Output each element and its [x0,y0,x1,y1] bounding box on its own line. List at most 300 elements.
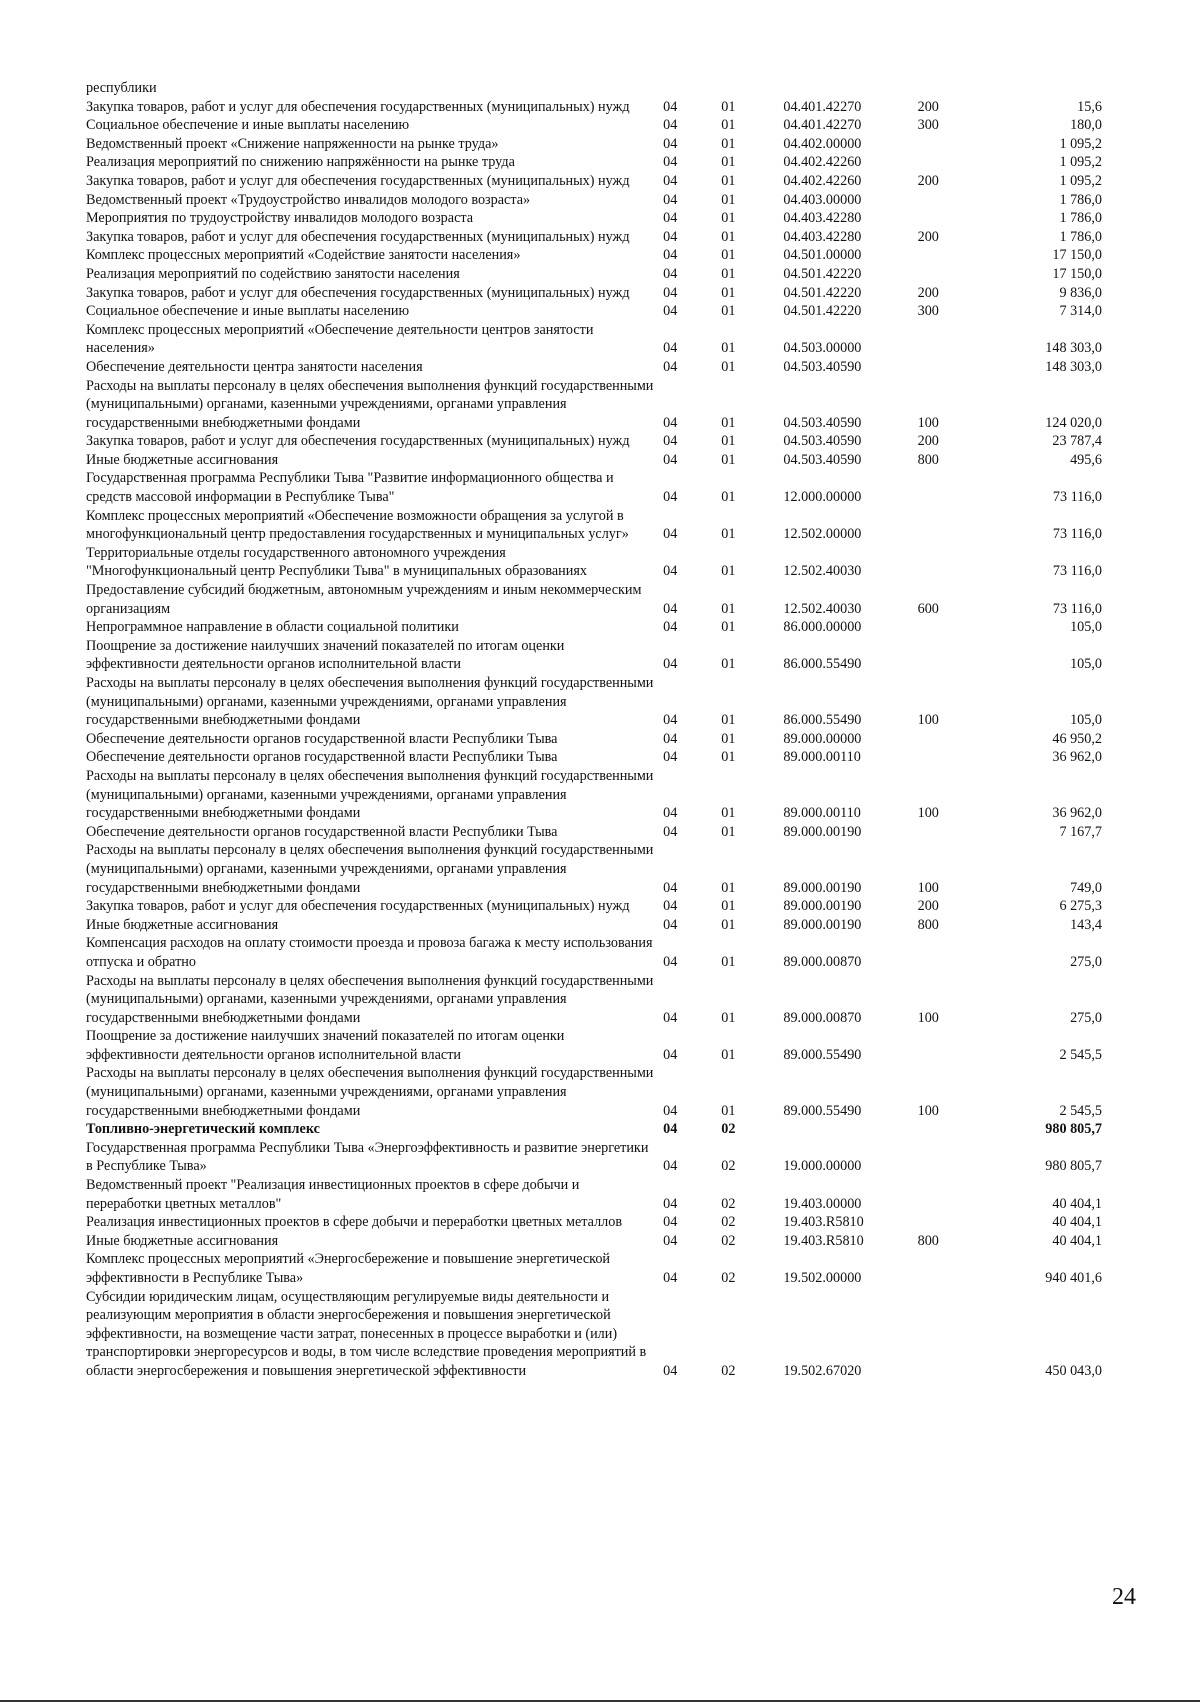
row-amount: 40 404,1 [1052,1214,1102,1231]
row-section-code: 04 [663,600,678,617]
row-subsection-code: 01 [721,526,736,543]
row-expense-type: 100 [917,1009,939,1026]
table-row [86,191,1102,210]
row-expense-type: 800 [917,451,939,468]
row-expense-type [918,1213,992,1232]
row-amount: 73 116,0 [1052,600,1102,617]
row-target-article: 12.502.00000 [783,526,862,543]
row-target-article: 04.503.40590 [783,358,862,375]
table-row [86,432,1102,451]
row-amount: 2 545,5 [1059,1046,1102,1063]
row-name: Закупка товаров, работ и услуг для обеспечения государственных (муниципальных) нужд [86,228,630,245]
row-amount: 17 150,0 [1052,265,1102,282]
row-section-code: 04 [663,805,678,822]
table-row [86,1288,1102,1381]
table-row [86,581,1102,618]
row-name: Комплекс процессных мероприятий «Обеспечение деятельности центров занятости населения» [86,321,594,357]
row-target-article: 04.403.00000 [783,191,862,208]
row-subsection-code: 01 [721,712,736,729]
row-section-code: 04 [663,247,678,264]
row-subsection-code: 01 [721,823,736,840]
row-target-article: 86.000.55490 [783,656,862,673]
row-amount: 7 314,0 [1059,303,1102,320]
table-row [86,284,1102,303]
table-row [86,1250,1102,1287]
row-amount: 36 962,0 [1052,749,1102,766]
row-target-article: 04.501.00000 [783,247,862,264]
row-subsection-code: 01 [721,414,736,431]
row-amount: 148 303,0 [1045,358,1102,375]
row-section-code: 04 [663,1046,678,1063]
row-name: Расходы на выплаты персоналу в целях обеспечения выполнения функций государственными (муниципальными) органами, казенными учреждениями, органами управления государственными внебюджетными фондами [86,1065,654,1119]
row-amount: 40 404,1 [1052,1232,1102,1249]
row-amount: 73 116,0 [1052,489,1102,506]
row-section-code: 04 [663,656,678,673]
row-subsection-code: 02 [721,1158,736,1175]
row-name: Ведомственный проект «Трудоустройство инвалидов молодого возраста» [86,191,531,208]
row-expense-type: 800 [917,916,939,933]
row-subsection-code: 01 [721,154,736,171]
row-section-code: 04 [663,135,678,152]
row-expense-type [918,153,992,172]
row-amount: 495,6 [1070,451,1102,468]
table-row [86,1232,1102,1251]
row-name: Предоставление субсидий бюджетным, автономным учреждениям и иным некоммерческим организациям [86,582,642,617]
row-name: Комплекс процессных мероприятий «Содействие занятости населения» [86,247,521,264]
row-amount: 749,0 [1070,879,1102,896]
row-target-article: 04.403.42280 [783,210,862,227]
row-amount: 6 275,3 [1059,898,1102,915]
table-row [86,209,1102,228]
row-name: Расходы на выплаты персоналу в целях обеспечения выполнения функций государственными (муниципальными) органами, казенными учреждениями, органами управления государственными внебюджетными фондами [86,972,654,1026]
row-amount: 2 545,5 [1059,1102,1102,1119]
row-name: Компенсация расходов на оплату стоимости проезда и провоза багажа к месту использования отпуска и обратно [86,935,653,970]
row-expense-type [918,748,992,767]
row-section-code: 04 [663,1195,678,1212]
row-amount: 105,0 [1070,712,1102,729]
row-expense-type [918,1139,992,1176]
row-section-code: 04 [663,98,678,115]
row-section-code: 04 [663,172,678,189]
row-amount: 980 805,7 [1045,1158,1102,1175]
row-section-code: 04 [663,1270,678,1286]
row-expense-type [918,1176,992,1213]
row-amount: 17 150,0 [1052,247,1102,264]
table-row [86,1064,1102,1120]
row-target-article: 04.503.40590 [783,451,862,468]
row-amount: 148 303,0 [1045,340,1102,357]
row-target-article: 19.502.67020 [783,1362,862,1379]
row-subsection-code: 02 [721,1121,736,1138]
table-row [86,544,1102,581]
row-subsection-code: 01 [721,1009,736,1026]
row-target-article: 04.501.42220 [783,284,862,301]
row-subsection-code: 02 [721,1270,736,1286]
row-subsection-code: 01 [721,210,736,227]
row-target-article: 89.000.00190 [783,916,862,933]
row-section-code: 04 [663,265,678,282]
table-row [86,637,1102,674]
row-section-code: 04 [663,117,678,134]
row-expense-type [918,265,992,284]
row-subsection-code: 01 [721,805,736,822]
row-section-code: 04 [663,1362,678,1379]
row-name: Реализация мероприятий по содействию занятости населения [86,265,460,282]
row-section-code: 04 [663,340,678,357]
row-target-article [783,1120,917,1139]
row-section-code: 04 [663,1121,678,1138]
row-name: Социальное обеспечение и иные выплаты населению [86,117,410,134]
row-name: Расходы на выплаты персоналу в целях обеспечения выполнения функций государственными (муниципальными) органами, казенными учреждениями, органами управления государственными внебюджетными фондами [86,767,654,822]
row-subsection-code: 01 [721,1102,736,1119]
row-amount: 1 095,2 [1059,135,1102,152]
table-row [86,228,1102,247]
row-target-article: 04.403.42280 [783,228,862,245]
row-target-article: 89.000.00110 [783,749,861,766]
row-subsection-code: 01 [721,247,736,264]
row-amount: 143,4 [1070,916,1102,933]
row-name: Расходы на выплаты персоналу в целях обеспечения выполнения функций государственными (муниципальными) органами, казенными учреждениями, органами управления государственными внебюджетными фондами [86,675,654,729]
table-row [86,116,1102,135]
row-section-code: 04 [663,749,678,766]
row-expense-type [918,934,992,971]
row-subsection-code: 01 [721,953,736,970]
row-expense-type: 100 [917,414,939,431]
row-section-code: 04 [663,1158,678,1175]
row-section-code: 04 [663,1232,678,1249]
row-amount: 40 404,1 [1052,1195,1102,1212]
row-expense-type: 200 [917,228,939,245]
row-target-article: 12.502.40030 [783,563,862,580]
row-subsection-code: 01 [721,433,736,450]
row-target-article: 19.403.R5810 [783,1232,864,1249]
row-expense-type [918,358,992,377]
row-expense-type: 100 [917,879,939,896]
row-section-code: 04 [663,284,678,301]
table-row [86,1213,1102,1232]
row-target-article: 04.501.42220 [783,265,862,282]
row-subsection-code: 01 [721,730,736,747]
row-subsection-code: 01 [721,898,736,915]
row-target-article: 19.403.00000 [783,1195,862,1212]
table-row [86,246,1102,265]
row-subsection-code: 01 [721,749,736,766]
row-expense-type [918,246,992,265]
row-subsection-code: 01 [721,879,736,896]
table-row [86,618,1102,637]
row-section-code: 04 [663,433,678,450]
row-subsection-code: 02 [721,1214,736,1231]
row-expense-type [918,618,992,637]
row-amount: 36 962,0 [1052,805,1102,822]
row-name: Ведомственный проект «Снижение напряженности на рынке труда» [86,135,499,152]
row-name: Комплекс процессных мероприятий «Энергосбережение и повышение энергетической эффективности в Республике Тыва» [86,1251,611,1286]
row-section-code: 04 [663,1214,678,1231]
table-row [86,674,1102,730]
row-target-article: 89.000.00870 [783,1009,862,1026]
row-expense-type: 300 [917,117,939,134]
row-target-article: 86.000.00000 [783,619,862,636]
table-row [86,972,1102,1028]
row-amount: 450 043,0 [1045,1362,1102,1379]
row-amount: 73 116,0 [1052,526,1102,543]
table-row [86,730,1102,749]
row-target-article: 04.401.42270 [783,98,862,115]
table-row [86,1027,1102,1064]
row-amount: 1 786,0 [1059,191,1102,208]
row-subsection-code: 01 [721,340,736,357]
table-row [86,1176,1102,1213]
row-section-code: 04 [663,898,678,915]
row-expense-type [918,191,992,210]
table-row [86,321,1102,358]
row-target-article: 04.503.40590 [783,414,862,431]
row-target-article: 04.402.42260 [783,154,862,171]
page-number: 24 [1112,1584,1136,1610]
row-expense-type [918,823,992,842]
row-name: Иные бюджетные ассигнования [86,451,279,468]
row-target-article: 89.000.00110 [783,805,861,822]
row-name: Обеспечение деятельности органов государственной власти Республики Тыва [86,749,558,766]
scan-edge-line [0,1700,1200,1702]
row-name: Расходы на выплаты персоналу в целях обеспечения выполнения функций государственными (муниципальными) органами, казенными учреждениями, органами управления государственными внебюджетными фондами [86,377,654,431]
row-name: Комплекс процессных мероприятий «Обеспечение возможности обращения за услугой в многофункциональный центр предоставления государственных и муниципальных услуг» [86,507,629,543]
row-name: Ведомственный проект "Реализация инвестиционных проектов в сфере добычи и переработки цветных металлов" [86,1177,580,1212]
row-section-code: 04 [663,358,678,375]
row-subsection-code: 01 [721,916,736,933]
row-target-article: 89.000.55490 [783,1102,862,1119]
row-target-article: 89.000.00190 [783,823,862,840]
row-section-code: 04 [663,953,678,970]
row-subsection-code: 01 [721,489,736,506]
row-expense-type [918,469,992,506]
row-amount: 980 805,7 [1045,1121,1102,1138]
row-expense-type: 600 [917,600,939,617]
row-expense-type [918,321,992,358]
row-expense-type [918,637,992,674]
row-subsection-code: 01 [721,172,736,189]
row-name: Закупка товаров, работ и услуг для обеспечения государственных (муниципальных) нужд [86,898,630,915]
row-subsection-code: 01 [721,265,736,282]
row-subsection-code: 01 [721,451,736,468]
row-amount: 275,0 [1070,1009,1102,1026]
table-row [86,934,1102,971]
row-target-article: 12.000.00000 [783,489,862,506]
row-name: Обеспечение деятельности органов государственной власти Республики Тыва [86,730,558,747]
row-target-article: 04.501.42220 [783,303,862,320]
table-row [86,377,1102,433]
continuation-text: республики [86,80,157,96]
row-name: Закупка товаров, работ и услуг для обеспечения государственных (муниципальных) нужд [86,98,630,115]
table-row [86,98,1102,117]
row-name: Непрограммное направление в области социальной политики [86,619,459,636]
row-expense-type: 100 [917,805,939,822]
row-expense-type [918,1288,992,1381]
row-expense-type: 300 [917,303,939,320]
row-section-code: 04 [663,712,678,729]
row-target-article: 19.000.00000 [783,1158,862,1175]
row-name: Государственная программа Республики Тыва "Развитие информационного общества и средств массовой информации в Республике Тыва" [86,470,614,506]
table-row [86,916,1102,935]
row-subsection-code: 01 [721,284,736,301]
row-name: Реализация мероприятий по снижению напряжённости на рынке труда [86,154,515,171]
row-target-article: 19.502.00000 [783,1270,862,1286]
row-name: Социальное обеспечение и иные выплаты населению [86,303,410,320]
row-target-article: 89.000.00870 [783,953,862,970]
row-amount: 1 786,0 [1059,210,1102,227]
row-section-code: 04 [663,154,678,171]
row-subsection-code: 01 [721,656,736,673]
row-name: Субсидии юридическим лицам, осуществляющим регулируемые виды деятельности и реализующим мероприятия в области энергосбережения и повышения энергетической эффективности, на возмещение части затрат, понесенных в процессе выработки и (или) транспортировки энергоресурсов и воды, в том числе вследствие проведения мероприятий в области энергосбережения и повышения энергетической эффективности [86,1288,647,1379]
row-expense-type [918,135,992,154]
budget-table-body [86,79,1102,1381]
row-name: Поощрение за достижение наилучших значений показателей по итогам оценки эффективности деятельности органов исполнительной власти [86,1028,565,1063]
row-subsection-code: 01 [721,191,736,208]
row-expense-type: 200 [917,98,939,115]
row-target-article: 19.403.R5810 [783,1214,864,1231]
row-section-code: 04 [663,1009,678,1026]
table-row [86,767,1102,823]
row-target-article: 12.502.40030 [783,600,862,617]
row-expense-type [918,730,992,749]
row-section-code: 04 [663,619,678,636]
row-subsection-code: 01 [721,600,736,617]
row-section-code: 04 [663,526,678,543]
row-amount: 9 836,0 [1059,284,1102,301]
row-amount: 1 786,0 [1059,228,1102,245]
row-name: Обеспечение деятельности центра занятости населения [86,358,423,375]
row-subsection-code: 01 [721,619,736,636]
table-row [86,451,1102,470]
row-expense-type: 200 [917,433,939,450]
table-row [86,153,1102,172]
row-subsection-code: 01 [721,563,736,580]
row-section-code: 04 [663,228,678,245]
row-name: Государственная программа Республики Тыва «Энергоэффективность и развитие энергетики в Республике Тыва» [86,1139,649,1175]
row-amount: 124 020,0 [1045,414,1102,431]
row-amount: 1 095,2 [1059,172,1102,189]
row-amount: 15,6 [1077,98,1102,115]
row-amount: 940 401,6 [1045,1270,1102,1286]
row-section-code: 04 [663,489,678,506]
row-amount: 73 116,0 [1052,563,1102,580]
row-name: Территориальные отделы государственного автономного учреждения "Многофункциональный центр Республики Тыва" в муниципальных образованиях [86,544,587,580]
table-row [86,1139,1102,1176]
row-amount: 105,0 [1070,656,1102,673]
row-section-code: 04 [663,210,678,227]
row-section-code: 04 [663,823,678,840]
row-section-code: 04 [663,414,678,431]
row-subsection-code: 02 [721,1362,736,1379]
row-name: Поощрение за достижение наилучших значений показателей по итогам оценки эффективности деятельности органов исполнительной власти [86,637,565,673]
row-subsection-code: 01 [721,1046,736,1063]
row-subsection-code: 01 [721,135,736,152]
row-target-article: 04.402.00000 [783,135,862,152]
table-row [86,897,1102,916]
row-name: Расходы на выплаты персоналу в целях обеспечения выполнения функций государственными (муниципальными) органами, казенными учреждениями, органами управления государственными внебюджетными фондами [86,842,654,896]
row-expense-type [918,544,992,581]
row-amount: 7 167,7 [1059,823,1102,840]
row-section-code: 04 [663,303,678,320]
row-name: Иные бюджетные ассигнования [86,916,279,933]
row-name: Мероприятия по трудоустройству инвалидов молодого возраста [86,210,474,227]
table-row [86,469,1102,506]
row-section-code: 04 [663,1102,678,1119]
row-subsection-code: 02 [721,1232,736,1249]
row-section-code: 04 [663,730,678,747]
row-target-article: 89.000.55490 [783,1046,862,1063]
row-section-code: 04 [663,916,678,933]
row-expense-type: 200 [917,898,939,915]
table-row [86,823,1102,842]
row-expense-type: 200 [917,284,939,301]
row-amount: 46 950,2 [1052,730,1102,747]
row-target-article: 04.402.42260 [783,172,862,189]
table-row [86,841,1102,897]
row-expense-type: 100 [917,1102,939,1119]
row-amount: 1 095,2 [1059,154,1102,171]
table-row [86,358,1102,377]
row-subsection-code: 02 [721,1195,736,1212]
row-expense-type: 200 [917,172,939,189]
budget-table [86,79,1102,1381]
table-row [86,265,1102,284]
row-subsection-code: 01 [721,117,736,134]
row-name: Закупка товаров, работ и услуг для обеспечения государственных (муниципальных) нужд [86,433,630,450]
row-subsection-code: 01 [721,358,736,375]
row-amount: 180,0 [1070,117,1102,134]
row-amount: 23 787,4 [1052,433,1102,450]
row-name: Закупка товаров, работ и услуг для обеспечения государственных (муниципальных) нужд [86,284,630,301]
row-subsection-code: 01 [721,98,736,115]
row-target-article: 86.000.55490 [783,712,862,729]
row-name: Топливно-энергетический комплекс [86,1121,320,1138]
row-expense-type [918,1120,992,1139]
row-name: Обеспечение деятельности органов государственной власти Республики Тыва [86,823,558,840]
row-subsection-code: 01 [721,303,736,320]
row-subsection-code: 01 [721,228,736,245]
row-section-code: 04 [663,879,678,896]
row-section-code: 04 [663,563,678,580]
row-expense-type [918,1250,992,1287]
row-expense-type [918,507,992,544]
row-expense-type: 100 [917,712,939,729]
row-name: Иные бюджетные ассигнования [86,1232,279,1249]
row-expense-type [918,209,992,228]
row-target-article: 89.000.00190 [783,879,862,896]
table-row [86,748,1102,767]
row-target-article: 04.401.42270 [783,117,862,134]
table-row [86,1120,1102,1139]
row-amount: 275,0 [1070,953,1102,970]
continuation-row [86,79,1102,98]
row-name: Закупка товаров, работ и услуг для обеспечения государственных (муниципальных) нужд [86,172,630,189]
table-row [86,302,1102,321]
row-section-code: 04 [663,191,678,208]
row-target-article: 04.503.40590 [783,433,862,450]
table-row [86,507,1102,544]
row-name: Реализация инвестиционных проектов в сфере добычи и переработки цветных металлов [86,1214,623,1231]
table-row [86,172,1102,191]
row-target-article: 04.503.00000 [783,340,862,357]
row-target-article: 89.000.00190 [783,898,862,915]
row-section-code: 04 [663,451,678,468]
row-target-article: 89.000.00000 [783,730,862,747]
table-row [86,135,1102,154]
row-expense-type: 800 [917,1232,939,1249]
row-expense-type [918,1027,992,1064]
row-amount: 105,0 [1070,619,1102,636]
